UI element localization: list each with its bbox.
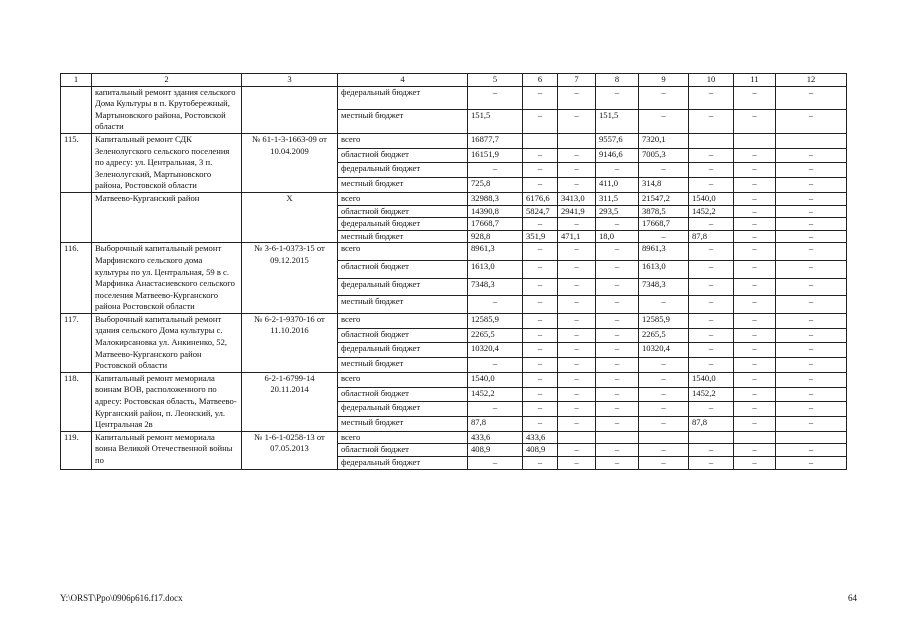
amount-cell: –: [596, 402, 639, 417]
amount-cell: –: [689, 148, 734, 163]
amount-cell: 10320,4: [468, 343, 523, 358]
amount-cell: –: [596, 457, 639, 470]
funding-source: всего: [338, 192, 468, 205]
amount-cell: –: [689, 260, 734, 278]
amount-cell: –: [558, 148, 596, 163]
funding-source: областной бюджет: [338, 328, 468, 343]
amount-cell: 411,0: [596, 178, 639, 193]
amount-cell: –: [776, 343, 847, 358]
amount-cell: 725,8: [468, 178, 523, 193]
amount-cell: –: [558, 218, 596, 231]
amount-cell: –: [734, 230, 776, 243]
item-number: 115.: [61, 133, 92, 192]
amount-cell: –: [596, 163, 639, 178]
funding-source: всего: [338, 431, 468, 444]
amount-cell: 16151,9: [468, 148, 523, 163]
expertise-doc: 6-2-1-6799-14 20.11.2014: [242, 372, 338, 431]
expertise-doc: № 61-1-3-1663-09 от 10.04.2009: [242, 133, 338, 192]
amount-cell: –: [558, 358, 596, 373]
amount-cell: –: [639, 110, 689, 134]
table-row: [61, 372, 847, 387]
amount-cell: –: [776, 148, 847, 163]
amount-cell: –: [523, 178, 558, 193]
amount-cell: –: [734, 163, 776, 178]
amount-cell: [734, 133, 776, 148]
amount-cell: –: [558, 417, 596, 432]
amount-cell: 433,6: [468, 431, 523, 444]
amount-cell: –: [639, 296, 689, 314]
amount-cell: [734, 431, 776, 444]
funding-source: федеральный бюджет: [338, 402, 468, 417]
amount-cell: –: [776, 313, 847, 328]
amount-cell: 471,1: [558, 230, 596, 243]
amount-cell: –: [776, 328, 847, 343]
amount-cell: –: [776, 86, 847, 110]
table-row: [61, 243, 847, 261]
header-cell: 12: [776, 74, 847, 87]
amount-cell: –: [689, 358, 734, 373]
amount-cell: –: [558, 163, 596, 178]
amount-cell: –: [558, 313, 596, 328]
amount-cell: –: [468, 402, 523, 417]
amount-cell: 408,9: [468, 444, 523, 457]
expertise-doc: Х: [242, 192, 338, 242]
amount-cell: –: [558, 444, 596, 457]
amount-cell: [689, 431, 734, 444]
amount-cell: –: [639, 372, 689, 387]
amount-cell: –: [734, 296, 776, 314]
amount-cell: 12585,9: [468, 313, 523, 328]
amount-cell: –: [776, 278, 847, 296]
amount-cell: 1452,2: [689, 205, 734, 218]
amount-cell: –: [734, 278, 776, 296]
amount-cell: –: [558, 110, 596, 134]
amount-cell: –: [734, 148, 776, 163]
amount-cell: –: [639, 230, 689, 243]
amount-cell: –: [734, 444, 776, 457]
amount-cell: –: [523, 402, 558, 417]
table-row: [61, 86, 847, 110]
amount-cell: –: [734, 343, 776, 358]
amount-cell: 2265,5: [639, 328, 689, 343]
amount-cell: –: [639, 163, 689, 178]
amount-cell: 9146,6: [596, 148, 639, 163]
funding-source: областной бюджет: [338, 444, 468, 457]
amount-cell: –: [776, 358, 847, 373]
object-name: Выборочный капитальный ремонт здания сельского Дома культуры с. Малокирсановка ул. Анкиненко, 52, Матвеево-Курганского район Ростовской области: [92, 313, 242, 372]
funding-source: областной бюджет: [338, 260, 468, 278]
amount-cell: –: [776, 243, 847, 261]
amount-cell: 1613,0: [639, 260, 689, 278]
amount-cell: –: [523, 328, 558, 343]
amount-cell: –: [689, 343, 734, 358]
amount-cell: –: [468, 163, 523, 178]
amount-cell: –: [558, 178, 596, 193]
amount-cell: –: [523, 86, 558, 110]
amount-cell: –: [596, 86, 639, 110]
amount-cell: –: [734, 372, 776, 387]
amount-cell: –: [776, 402, 847, 417]
amount-cell: –: [558, 243, 596, 261]
funding-source: федеральный бюджет: [338, 218, 468, 231]
amount-cell: –: [558, 296, 596, 314]
amount-cell: 314,8: [639, 178, 689, 193]
amount-cell: –: [523, 110, 558, 134]
amount-cell: –: [689, 86, 734, 110]
amount-cell: –: [776, 192, 847, 205]
amount-cell: –: [596, 243, 639, 261]
amount-cell: –: [596, 358, 639, 373]
object-name: Капитальный ремонт мемориала воинам ВОВ, расположенного по адресу: Ростовская область, Матвеево-Курганский район, п. Леонский, ул. Центральная 2в: [92, 372, 242, 431]
amount-cell: –: [776, 444, 847, 457]
amount-cell: –: [776, 260, 847, 278]
amount-cell: –: [689, 444, 734, 457]
header-cell: 7: [558, 74, 596, 87]
expertise-doc: [242, 86, 338, 133]
amount-cell: –: [734, 86, 776, 110]
amount-cell: –: [776, 372, 847, 387]
amount-cell: 87,8: [468, 417, 523, 432]
amount-cell: –: [734, 313, 776, 328]
amount-cell: 32988,3: [468, 192, 523, 205]
amount-cell: –: [776, 230, 847, 243]
funding-source: федеральный бюджет: [338, 457, 468, 470]
amount-cell: –: [596, 387, 639, 402]
amount-cell: –: [596, 278, 639, 296]
amount-cell: –: [558, 278, 596, 296]
amount-cell: 5824,7: [523, 205, 558, 218]
amount-cell: 1540,0: [689, 372, 734, 387]
amount-cell: 311,5: [596, 192, 639, 205]
amount-cell: –: [639, 402, 689, 417]
funding-source: всего: [338, 133, 468, 148]
amount-cell: [558, 431, 596, 444]
header-cell: 9: [639, 74, 689, 87]
amount-cell: –: [734, 328, 776, 343]
amount-cell: 293,5: [596, 205, 639, 218]
budget-table: [60, 73, 847, 470]
expertise-doc: № 3-6-1-0373-15 от 09.12.2015: [242, 243, 338, 314]
amount-cell: –: [734, 387, 776, 402]
amount-cell: 1452,2: [689, 387, 734, 402]
amount-cell: 151,5: [468, 110, 523, 134]
amount-cell: –: [558, 457, 596, 470]
amount-cell: –: [468, 296, 523, 314]
amount-cell: –: [523, 260, 558, 278]
funding-source: местный бюджет: [338, 230, 468, 243]
amount-cell: –: [558, 387, 596, 402]
funding-source: федеральный бюджет: [338, 343, 468, 358]
header-cell: 8: [596, 74, 639, 87]
header-cell: 6: [523, 74, 558, 87]
amount-cell: –: [734, 417, 776, 432]
item-number: 117.: [61, 313, 92, 372]
page-number: 64: [848, 593, 857, 603]
amount-cell: –: [596, 313, 639, 328]
amount-cell: –: [523, 313, 558, 328]
table-row: [61, 313, 847, 328]
table-row: [61, 431, 847, 444]
amount-cell: –: [734, 110, 776, 134]
header-cell: 11: [734, 74, 776, 87]
amount-cell: –: [523, 417, 558, 432]
amount-cell: –: [776, 218, 847, 231]
amount-cell: 1540,0: [468, 372, 523, 387]
amount-cell: 87,8: [689, 417, 734, 432]
amount-cell: –: [558, 372, 596, 387]
footer-file-path: Y:\ORST\Ppo\0906p616.f17.docx: [60, 593, 183, 603]
amount-cell: –: [776, 387, 847, 402]
header-cell: 2: [92, 74, 242, 87]
funding-source: местный бюджет: [338, 417, 468, 432]
amount-cell: –: [689, 110, 734, 134]
amount-cell: 8961,3: [639, 243, 689, 261]
item-number: [61, 192, 92, 242]
object-name: капитальный ремонт здания сельского Дома Культуры в п. Крутобережный, Мартыновского района, Ростовской области: [92, 86, 242, 133]
amount-cell: –: [689, 296, 734, 314]
amount-cell: –: [689, 328, 734, 343]
amount-cell: –: [776, 417, 847, 432]
amount-cell: –: [689, 218, 734, 231]
object-name: Матвеево-Курганский район: [92, 192, 242, 242]
amount-cell: [596, 431, 639, 444]
amount-cell: [689, 133, 734, 148]
amount-cell: [639, 431, 689, 444]
amount-cell: –: [734, 205, 776, 218]
amount-cell: 18,0: [596, 230, 639, 243]
amount-cell: –: [523, 218, 558, 231]
funding-source: областной бюджет: [338, 148, 468, 163]
amount-cell: –: [596, 343, 639, 358]
amount-cell: 6176,6: [523, 192, 558, 205]
expertise-doc: № 6-2-1-9370-16 от 11.10.2016: [242, 313, 338, 372]
amount-cell: 14390,8: [468, 205, 523, 218]
item-number: [61, 86, 92, 133]
amount-cell: –: [776, 178, 847, 193]
amount-cell: –: [596, 328, 639, 343]
amount-cell: 12585,9: [639, 313, 689, 328]
expertise-doc: № 1-6-1-0258-13 от 07.05.2013: [242, 431, 338, 469]
amount-cell: –: [596, 417, 639, 432]
column-number-row: [61, 74, 847, 87]
amount-cell: –: [734, 218, 776, 231]
amount-cell: 7005,3: [639, 148, 689, 163]
amount-cell: 3413,0: [558, 192, 596, 205]
amount-cell: –: [523, 358, 558, 373]
header-cell: 3: [242, 74, 338, 87]
amount-cell: 7320,1: [639, 133, 689, 148]
amount-cell: –: [596, 444, 639, 457]
amount-cell: 1613,0: [468, 260, 523, 278]
amount-cell: 1540,0: [689, 192, 734, 205]
amount-cell: –: [689, 457, 734, 470]
amount-cell: –: [558, 343, 596, 358]
funding-source: всего: [338, 372, 468, 387]
funding-source: федеральный бюджет: [338, 278, 468, 296]
amount-cell: –: [689, 163, 734, 178]
amount-cell: –: [523, 148, 558, 163]
amount-cell: –: [523, 278, 558, 296]
item-number: 116.: [61, 243, 92, 314]
amount-cell: [776, 431, 847, 444]
object-name: Капитальный ремонт СДК Зеленолугского сельского поселения по адресу: ул. Центральная, 3 п. Зеленолугский, Мартыновского района, Ростовской области: [92, 133, 242, 192]
amount-cell: –: [639, 457, 689, 470]
amount-cell: 351,9: [523, 230, 558, 243]
amount-cell: –: [596, 296, 639, 314]
amount-cell: [558, 133, 596, 148]
amount-cell: –: [689, 243, 734, 261]
amount-cell: –: [523, 296, 558, 314]
amount-cell: –: [596, 260, 639, 278]
funding-source: местный бюджет: [338, 110, 468, 134]
amount-cell: –: [734, 358, 776, 373]
amount-cell: 928,8: [468, 230, 523, 243]
amount-cell: –: [734, 178, 776, 193]
amount-cell: –: [776, 110, 847, 134]
amount-cell: 17668,7: [468, 218, 523, 231]
amount-cell: –: [523, 387, 558, 402]
amount-cell: –: [558, 260, 596, 278]
funding-source: федеральный бюджет: [338, 86, 468, 110]
amount-cell: –: [734, 243, 776, 261]
amount-cell: [523, 133, 558, 148]
amount-cell: –: [639, 86, 689, 110]
object-name: Капитальный ремонт мемориала воина Великой Отечественной войны по: [92, 431, 242, 469]
header-cell: 10: [689, 74, 734, 87]
funding-source: местный бюджет: [338, 358, 468, 373]
funding-source: местный бюджет: [338, 296, 468, 314]
amount-cell: –: [558, 328, 596, 343]
amount-cell: –: [596, 218, 639, 231]
amount-cell: –: [734, 192, 776, 205]
amount-cell: 87,8: [689, 230, 734, 243]
amount-cell: 7348,3: [468, 278, 523, 296]
amount-cell: 2941,9: [558, 205, 596, 218]
item-number: 118.: [61, 372, 92, 431]
amount-cell: –: [523, 343, 558, 358]
amount-cell: –: [776, 205, 847, 218]
amount-cell: –: [689, 313, 734, 328]
amount-cell: –: [639, 444, 689, 457]
table-row: [61, 133, 847, 148]
amount-cell: 1452,2: [468, 387, 523, 402]
amount-cell: –: [523, 163, 558, 178]
funding-source: областной бюджет: [338, 387, 468, 402]
amount-cell: 8961,3: [468, 243, 523, 261]
amount-cell: –: [468, 86, 523, 110]
amount-cell: 433,6: [523, 431, 558, 444]
amount-cell: –: [776, 457, 847, 470]
funding-source: местный бюджет: [338, 178, 468, 193]
header-cell: 4: [338, 74, 468, 87]
amount-cell: 2265,5: [468, 328, 523, 343]
amount-cell: –: [776, 296, 847, 314]
amount-cell: –: [639, 387, 689, 402]
amount-cell: –: [523, 457, 558, 470]
amount-cell: 9557,6: [596, 133, 639, 148]
amount-cell: –: [689, 178, 734, 193]
amount-cell: –: [523, 372, 558, 387]
funding-source: областной бюджет: [338, 205, 468, 218]
amount-cell: 16877,7: [468, 133, 523, 148]
amount-cell: 21547,2: [639, 192, 689, 205]
amount-cell: 17668,7: [639, 218, 689, 231]
amount-cell: –: [468, 358, 523, 373]
amount-cell: –: [734, 457, 776, 470]
amount-cell: –: [776, 163, 847, 178]
amount-cell: 7348,3: [639, 278, 689, 296]
amount-cell: –: [689, 278, 734, 296]
amount-cell: 3878,5: [639, 205, 689, 218]
table-row: [61, 192, 847, 205]
amount-cell: –: [558, 402, 596, 417]
amount-cell: 10320,4: [639, 343, 689, 358]
amount-cell: [776, 133, 847, 148]
amount-cell: –: [689, 402, 734, 417]
amount-cell: 151,5: [596, 110, 639, 134]
amount-cell: –: [468, 457, 523, 470]
amount-cell: 408,9: [523, 444, 558, 457]
table-body: [61, 74, 847, 470]
header-cell: 1: [61, 74, 92, 87]
amount-cell: –: [639, 417, 689, 432]
amount-cell: –: [596, 372, 639, 387]
funding-source: всего: [338, 243, 468, 261]
item-number: 119.: [61, 431, 92, 469]
object-name: Выборочный капитальный ремонт Марфинского сельского дома культуры по ул. Центральная, 59 в с. Марфинка Анастасиевского сельского поселения Матвеево-Курганского района Ростовской области: [92, 243, 242, 314]
funding-source: федеральный бюджет: [338, 163, 468, 178]
funding-source: всего: [338, 313, 468, 328]
header-cell: 5: [468, 74, 523, 87]
amount-cell: –: [523, 243, 558, 261]
amount-cell: –: [558, 86, 596, 110]
amount-cell: –: [639, 358, 689, 373]
amount-cell: –: [734, 402, 776, 417]
amount-cell: –: [734, 260, 776, 278]
